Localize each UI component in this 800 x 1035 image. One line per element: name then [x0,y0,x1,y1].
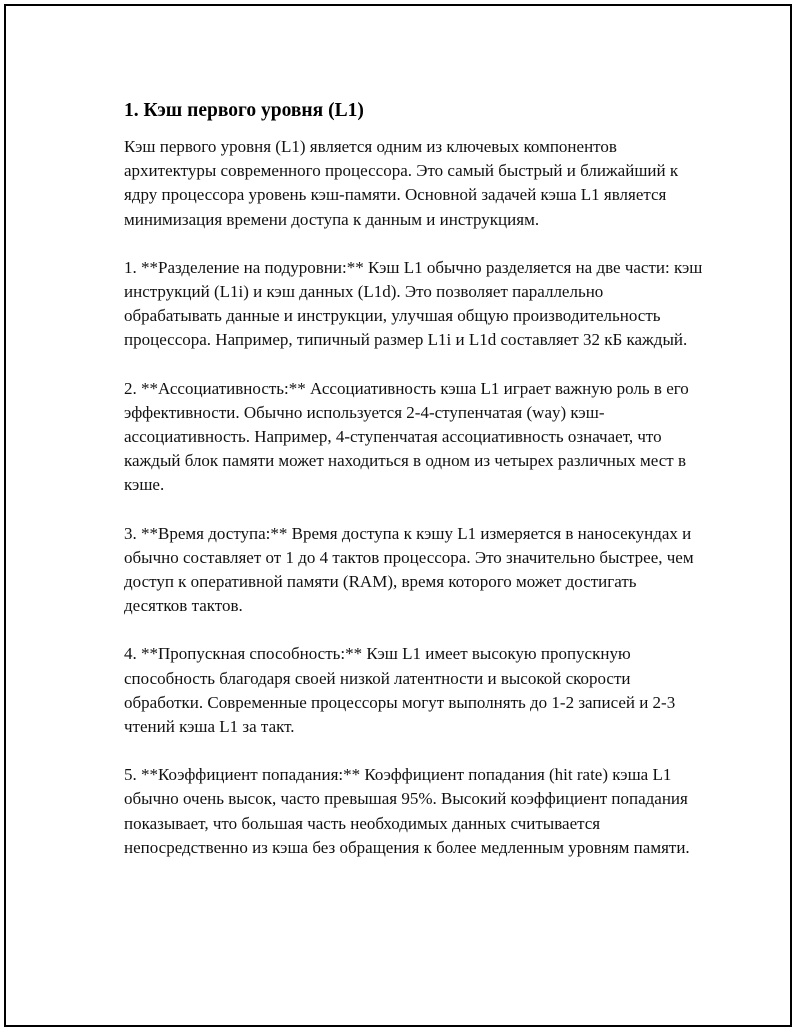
paragraph-access-time: 3. **Время доступа:** Время доступа к кэшу L1 измеряется в наносекундах и обычно составляет от 1 до 4 тактов процессора. Это значительно быстрее, чем доступ к оперативной памяти (RAM), время которого может достигать десятков тактов. [124,523,694,616]
paragraph-associativity: 2. **Ассоциативность:** Ассоциативность кэша L1 играет важную роль в его эффективности. Обычно используется 2-4-ступенчатая (way) кэш-ассоциативность. Например, 4-ступенчатая ассоциативность означает, что каждый блок памяти может находиться в одном из четырех различных мест в кэше. [124,378,689,495]
page-frame [4,4,792,1027]
document-body [124,98,704,860]
paragraph-bandwidth: 4. **Пропускная способность:** Кэш L1 имеет высокую пропускную способность благодаря своей низкой латентности и высокой скорости обработки. Современные процессоры могут выполнять до 1-2 записей и 2-3 чтений кэша L1 за такт. [124,644,676,737]
paragraph-hit-rate: 5. **Коэффициент попадания:** Коэффициент попадания (hit rate) кэша L1 обычно очень высок, часто превышая 95%. Высокий коэффициент попадания показывает, что большая часть необходимых данных считывается непосредственно из кэша без обращения к более медленным уровням памяти. [124,765,690,857]
paragraph-subdivision: 1. **Разделение на подуровни:** Кэш L1 обычно разделяется на две части: кэш инструкций (L1i) и кэш данных (L1d). Это позволяет параллельно обрабатывать данные и инструкции, улучшая общую производительность процессора. Например, типичный размер L1i и L1d составляет 32 кБ каждый. [124,257,703,350]
intro-paragraph: Кэш первого уровня (L1) является одним из ключевых компонентов архитектуры современного процессора. Это самый быстрый и ближайший к ядру процессора уровень кэш-памяти. Основной задачей кэша L1 является минимизация времени доступа к данным и инструкциям. [124,137,679,229]
section-heading: 1. Кэш первого уровня (L1) [124,100,364,121]
